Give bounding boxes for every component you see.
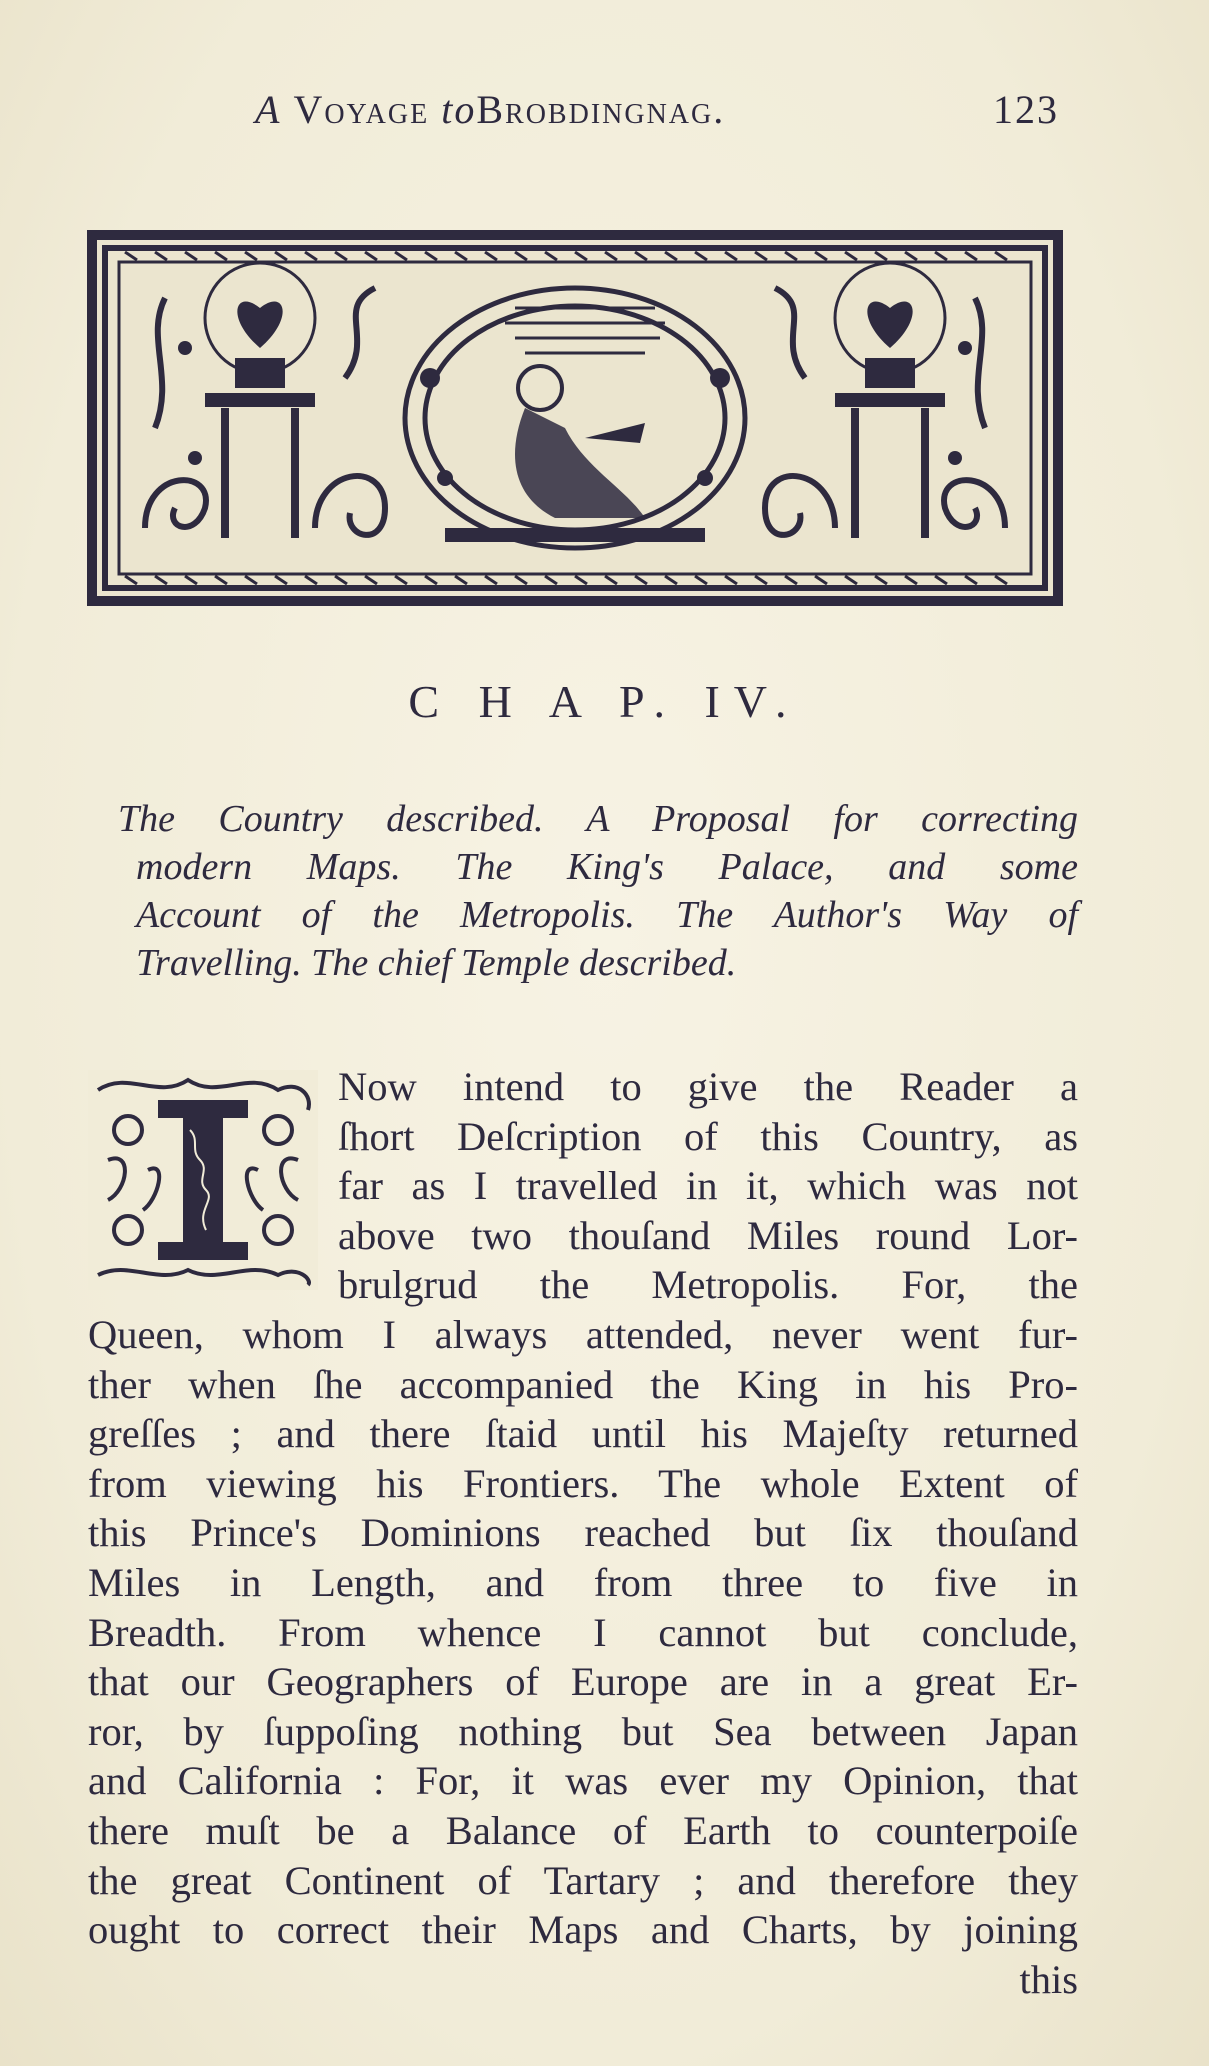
running-head bbox=[255, 80, 1085, 140]
body-text bbox=[88, 1062, 1078, 2004]
text-line: ſhort Deſcription of this Country, as bbox=[338, 1113, 1078, 1159]
text-line: ought to correct their Maps and Charts, by joining bbox=[88, 1907, 1078, 1953]
summary-line: The Country described. A Proposal for correcting bbox=[118, 798, 1078, 840]
text-line: this Prince's Dominions reached but ſix thouſand bbox=[88, 1510, 1078, 1556]
running-head-title: A Voyage toBrobdingnag. bbox=[255, 87, 726, 132]
text-line: far as I travelled in it, which was not bbox=[338, 1163, 1078, 1209]
summary-line: modern Maps. The King's Palace, and some bbox=[136, 846, 1078, 888]
summary-line: Account of the Metropolis. The Author's Way of bbox=[136, 894, 1078, 936]
text-line: above two thouſand Miles round Lor- bbox=[338, 1212, 1078, 1258]
text-line: from viewing his Frontiers. The whole Extent of bbox=[88, 1460, 1078, 1506]
text-line: ror, by ſuppoſing nothing but Sea between Japan bbox=[88, 1708, 1078, 1754]
text-line: Queen, whom I always attended, never went fur- bbox=[88, 1311, 1078, 1357]
text-line: that our Geographers of Europe are in a great Er- bbox=[88, 1659, 1078, 1705]
page-number: 123 bbox=[993, 87, 1059, 132]
text-line: and California : For, it was ever my Opinion, that bbox=[88, 1758, 1078, 1804]
text-line: greſſes ; and there ſtaid until his Majeſty returned bbox=[88, 1411, 1078, 1457]
text-line: brulgrud the Metropolis. For, the bbox=[338, 1262, 1078, 1308]
text-line: Breadth. From whence I cannot but conclude, bbox=[88, 1609, 1078, 1655]
chapter-heading: C H A P. IV. bbox=[408, 676, 801, 727]
text-line: Now intend to give the Reader a bbox=[338, 1064, 1078, 1109]
catchword: this bbox=[1019, 1956, 1078, 2002]
text-line: the great Continent of Tartary ; and therefore they bbox=[88, 1857, 1078, 1903]
text-line: there muſt be a Balance of Earth to counterpoiſe bbox=[88, 1807, 1078, 1853]
text-line: Miles in Length, and from three to five in bbox=[88, 1559, 1078, 1605]
summary-line: Travelling. The chief Temple described. bbox=[136, 942, 737, 984]
text-line: ther when ſhe accompanied the King in his Pro- bbox=[88, 1361, 1078, 1407]
woodcut-headpiece bbox=[85, 228, 1065, 608]
chapter-summary bbox=[118, 795, 1078, 987]
